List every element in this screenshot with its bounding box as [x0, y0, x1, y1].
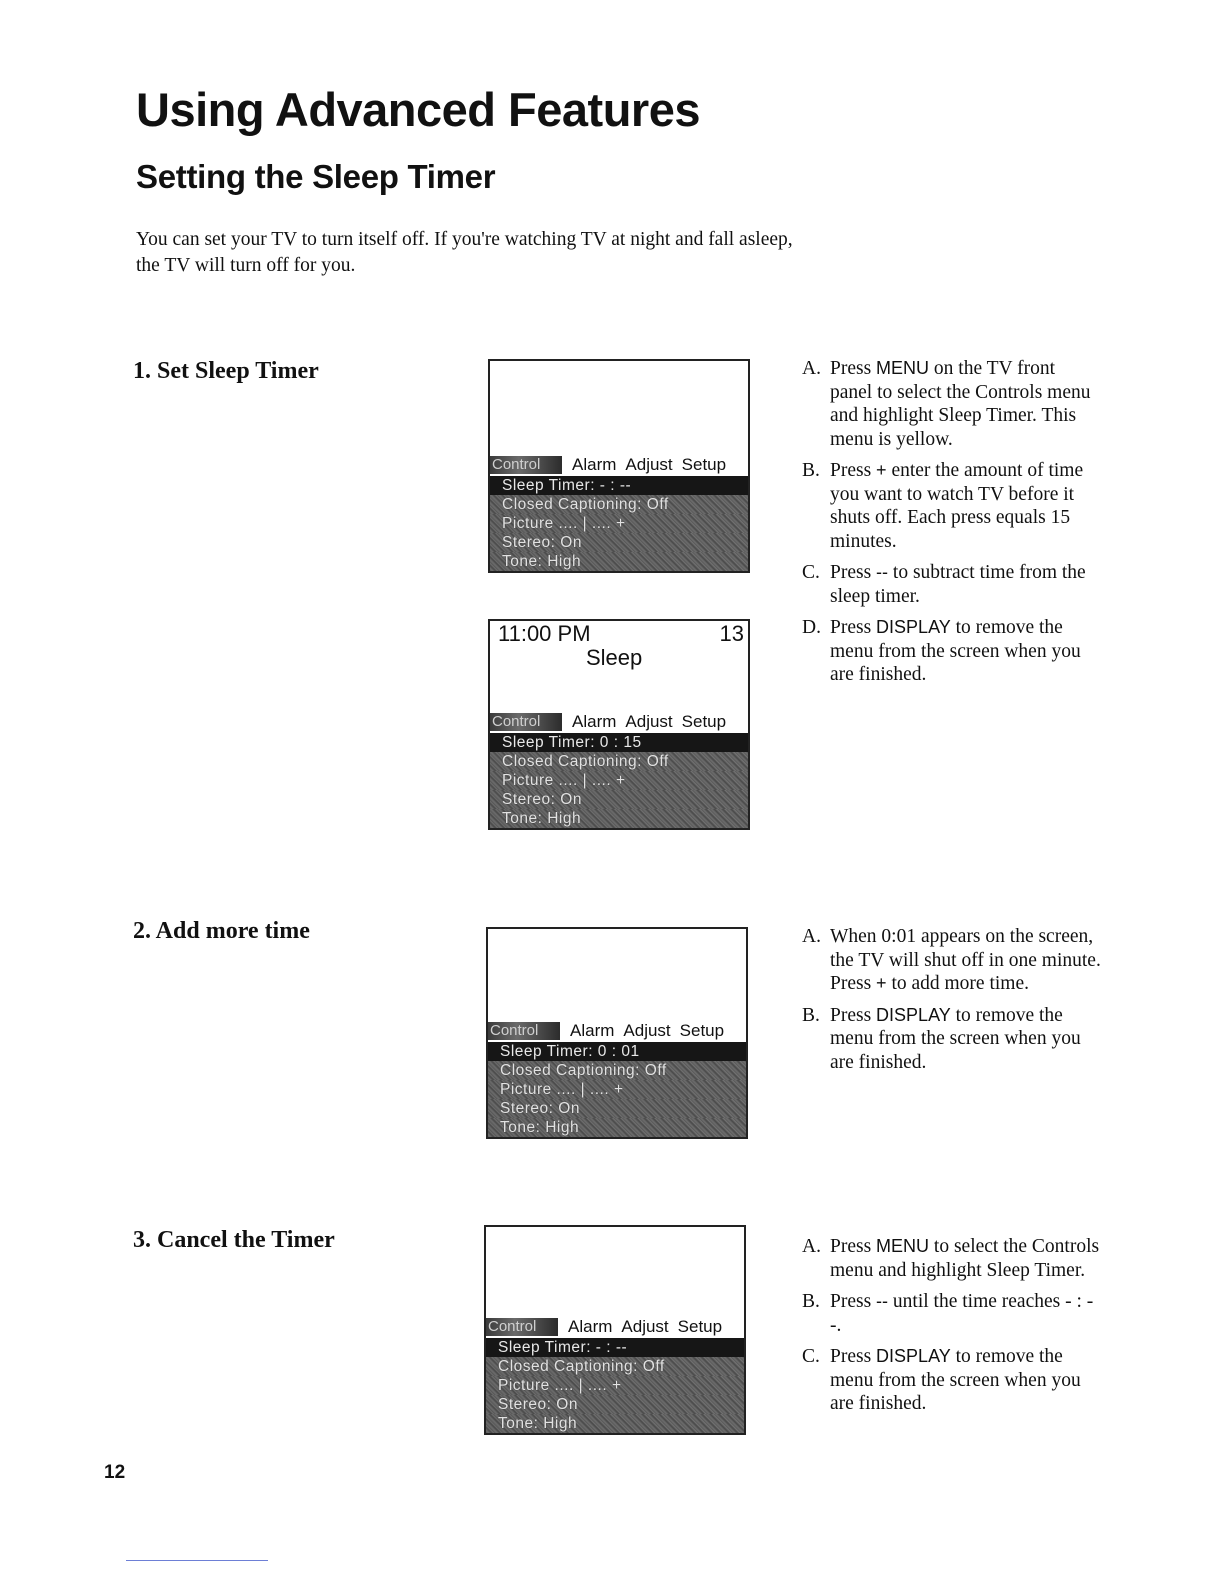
- menu-item-stereo: Stereo: On: [488, 1099, 746, 1118]
- tab-setup: Setup: [681, 712, 727, 731]
- controls-menu: [490, 711, 748, 828]
- menu-item-closed-captioning: Closed Captioning: Off: [490, 752, 748, 771]
- instruction-item: D. Press DISPLAY to remove the menu from the screen when you are finished.: [802, 617, 1081, 685]
- instruction-item: C. Press -- to subtract time from the sleep timer.: [802, 562, 1086, 607]
- page-title: Using Advanced Features: [136, 83, 700, 136]
- controls-menu: [490, 454, 748, 571]
- tv-screen-2: [486, 927, 748, 1139]
- osd-channel: 13: [719, 621, 744, 646]
- step-2-heading: 2. Add more time: [133, 918, 310, 944]
- instruction-item: A. When 0:01 appears on the screen, the TV will shut off in one minute. Press + to add more time.: [802, 926, 1101, 994]
- instruction-item: C. Press DISPLAY to remove the menu from the screen when you are finished.: [802, 1346, 1081, 1414]
- controls-menu: [486, 1316, 744, 1433]
- tab-adjust: Adjust: [623, 1021, 671, 1040]
- menu-item-picture: Picture .... | .... +: [486, 1376, 744, 1395]
- instruction-item: B. Press + enter the amount of time you want to watch TV before it shuts off. Each press equals 15 minutes.: [802, 460, 1084, 552]
- section-title: Setting the Sleep Timer: [136, 158, 496, 195]
- menu-item-closed-captioning: Closed Captioning: Off: [488, 1061, 746, 1080]
- menu-item-tone: Tone: High: [490, 552, 748, 571]
- tab-adjust: Adjust: [625, 455, 673, 474]
- menu-tab-bar: [488, 1020, 746, 1042]
- tab-alarm: Alarm: [572, 455, 617, 474]
- menu-item-closed-captioning: Closed Captioning: Off: [490, 495, 748, 514]
- step-1-instructions: [802, 357, 1102, 695]
- menu-item-stereo: Stereo: On: [486, 1395, 744, 1414]
- sleep-timer-row: Sleep Timer: 0 : 01: [488, 1042, 746, 1061]
- menu-item-stereo: Stereo: On: [490, 790, 748, 809]
- instruction-item: B. Press DISPLAY to remove the menu from the screen when you are finished.: [802, 1004, 1081, 1073]
- tab-controls: Control: [486, 1318, 558, 1336]
- tab-controls: Control: [490, 456, 562, 474]
- tab-adjust: Adjust: [625, 712, 673, 731]
- menu-tab-bar: [486, 1316, 744, 1338]
- sleep-timer-row: Sleep Timer: - : --: [490, 476, 748, 495]
- controls-menu: [488, 1020, 746, 1137]
- step-3-heading: 3. Cancel the Timer: [133, 1227, 335, 1253]
- instruction-item: B. Press -- until the time reaches - : - -.: [802, 1291, 1094, 1336]
- tv-screen-3: [484, 1225, 746, 1435]
- page-number: 12: [104, 1462, 126, 1483]
- menu-item-stereo: Stereo: On: [490, 533, 748, 552]
- sleep-timer-row: Sleep Timer: - : --: [486, 1338, 744, 1357]
- menu-item-tone: Tone: High: [486, 1414, 744, 1433]
- instruction-item: A. Press MENU on the TV front panel to select the Controls menu and highlight Sleep Timer. This menu is yellow.: [802, 358, 1091, 450]
- tv-screen-1b: [488, 619, 750, 830]
- intro-paragraph: You can set your TV to turn itself off. If you're watching TV at night and fall asleep, the TV will turn off for you.: [136, 229, 793, 276]
- step-3-instructions: [802, 1235, 1102, 1424]
- menu-item-closed-captioning: Closed Captioning: Off: [486, 1357, 744, 1376]
- menu-tab-bar: [490, 454, 748, 476]
- tab-alarm: Alarm: [570, 1021, 615, 1040]
- tab-alarm: Alarm: [568, 1317, 613, 1336]
- tab-controls: Control: [490, 713, 562, 731]
- tab-setup: Setup: [681, 455, 727, 474]
- tab-adjust: Adjust: [621, 1317, 669, 1336]
- menu-item-tone: Tone: High: [488, 1118, 746, 1137]
- tab-alarm: Alarm: [572, 712, 617, 731]
- step-1-heading: 1. Set Sleep Timer: [133, 358, 319, 384]
- menu-item-picture: Picture .... | .... +: [490, 771, 748, 790]
- osd-sleep-label: Sleep: [586, 645, 643, 670]
- menu-item-picture: Picture .... | .... +: [490, 514, 748, 533]
- tv-screen-1a: [488, 359, 750, 573]
- menu-item-tone: Tone: High: [490, 809, 748, 828]
- tab-setup: Setup: [677, 1317, 723, 1336]
- instruction-item: A. Press MENU to select the Controls menu and highlight Sleep Timer.: [802, 1236, 1100, 1281]
- step-2-instructions: [802, 925, 1102, 1082]
- menu-tab-bar: [490, 711, 748, 733]
- footer-divider: [126, 1560, 268, 1561]
- tab-controls: Control: [488, 1022, 560, 1040]
- menu-item-picture: Picture .... | .... +: [488, 1080, 746, 1099]
- sleep-timer-row: Sleep Timer: 0 : 15: [490, 733, 748, 752]
- osd-clock: 11:00 PM: [498, 621, 591, 646]
- tab-setup: Setup: [679, 1021, 725, 1040]
